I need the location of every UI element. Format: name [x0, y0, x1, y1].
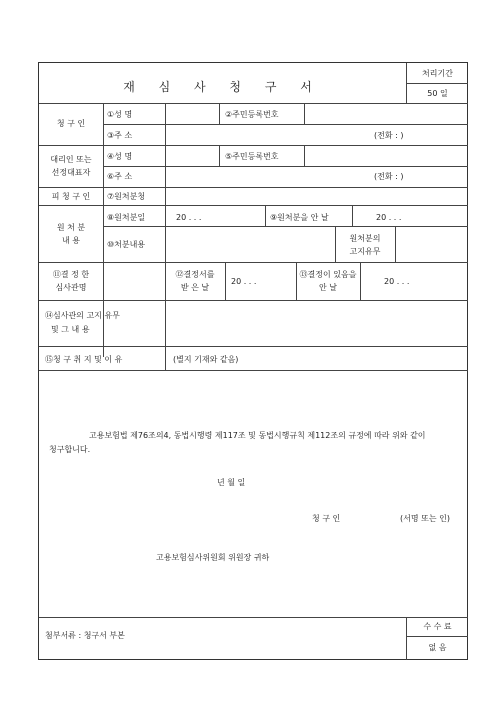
claimant-name-field[interactable]: [166, 104, 218, 124]
decision-divider-3: [360, 262, 361, 300]
examiner-notice-field[interactable]: [166, 301, 468, 346]
original-known-divider-2: [352, 205, 353, 226]
original-date-label: ⑧원처분일: [107, 213, 146, 222]
claimant-address-label: ③주 소: [107, 131, 133, 140]
decision-known-label-line2: 안 날: [319, 283, 337, 292]
claimant-rrn-field[interactable]: [305, 104, 468, 124]
purpose-label: ⑮청 구 취 지 및 이 유: [45, 355, 123, 364]
header-period-divider: [406, 83, 468, 84]
agent-rrn-divider-1: [219, 145, 220, 166]
original-label-line2: 내 용: [62, 236, 80, 245]
original-notice-line2: 고지유무: [349, 247, 381, 256]
original-label-line1: 원 처 분: [56, 223, 86, 232]
attachments-label: 첨부서류 : 청구서 부본: [45, 631, 125, 640]
fee-value: 없 음: [428, 643, 447, 652]
examiner-notice-label-line2: 및 그 내 용: [51, 325, 90, 334]
agent-address-field[interactable]: [166, 167, 468, 187]
processing-period-value: 50 일: [427, 89, 448, 98]
original-date-value[interactable]: 20 . . .: [176, 213, 202, 222]
footer-top-line: [39, 617, 468, 618]
original-known-value[interactable]: 20 . . .: [376, 213, 402, 222]
decision-divider-1: [225, 262, 226, 300]
decision-examiner-label-line1: ⑪결 정 한: [52, 270, 90, 279]
examiner-notice-label-line1: ⑭심사관의 고지 유무: [45, 311, 120, 320]
purpose-value: (별지 기재와 같음): [173, 355, 239, 364]
decision-known-value[interactable]: 20 . . .: [384, 277, 410, 286]
reexamination-request-form: [38, 62, 468, 660]
agent-label-line1: 대리인 또는: [50, 155, 92, 164]
decision-examiner-label-line2: 심사관명: [55, 283, 87, 292]
decision-received-value[interactable]: 20 . . .: [231, 277, 257, 286]
decision-known-label-line1: ⑬결정이 있음을: [299, 270, 357, 279]
statement-line1: 고용보험법 제76조의4, 동법시행령 제117조 및 동법시행규칙 제112조의 규정에 따라 위와 같이: [89, 431, 426, 440]
notice-bottom-line: [39, 346, 468, 347]
agent-label-line2: 선정대표자: [51, 168, 91, 177]
recipient-line: 고용보험심사위원회 위원장 귀하: [156, 553, 270, 562]
original-known-divider: [265, 205, 266, 226]
signature-note[interactable]: (서명 또는 인): [400, 514, 450, 523]
claimant-rrn-label: ②주민등록번호: [225, 110, 279, 119]
statement-line2: 청구합니다.: [49, 445, 91, 454]
decision-divider-2: [296, 262, 297, 300]
agent-phone: (전화 : ): [374, 172, 404, 181]
agent-rrn-field[interactable]: [305, 146, 468, 166]
agent-name-label: ④성 명: [107, 152, 133, 161]
original-known-label: ⑨원처분을 안 날: [270, 213, 329, 222]
decision-examiner-field[interactable]: [104, 263, 164, 299]
fee-label: 수 수 료: [423, 622, 452, 631]
respondent-label: 피 청 구 인: [51, 192, 91, 201]
claimant-phone: (전화 : ): [374, 131, 404, 140]
claimant-rrn-divider-1: [219, 103, 220, 124]
signer-label: 청 구 인: [312, 514, 341, 523]
purpose-bottom-line: [39, 370, 468, 371]
original-disposition-agency-field[interactable]: [166, 188, 468, 205]
form-title: 재 심 사 청 구 서: [123, 80, 322, 94]
agent-rrn-label: ⑤주민등록번호: [225, 152, 279, 161]
claimant-label: 청 구 인: [56, 119, 86, 128]
agent-address-label: ⑥주 소: [107, 172, 133, 181]
original-content-label: ⑩처분내용: [107, 240, 146, 249]
date-line[interactable]: 년 월 일: [217, 478, 246, 487]
original-notice-line1: 원처분의: [349, 234, 381, 243]
processing-period-label: 처리기간: [422, 69, 453, 78]
agent-name-field[interactable]: [166, 146, 218, 166]
decision-received-label-line2: 받 은 날: [180, 283, 210, 292]
claimant-name-label: ①성 명: [107, 110, 133, 119]
footer-fee-row-line: [406, 636, 468, 637]
claimant-address-field[interactable]: [166, 125, 468, 145]
original-notice-field[interactable]: [396, 227, 468, 262]
respondent-bottom-line: [39, 205, 468, 206]
purpose-divider: [165, 346, 166, 370]
respondent-field-label: ⑦원처분청: [107, 192, 146, 201]
decision-received-label-line1: ⑫결정서를: [175, 270, 215, 279]
original-content-field[interactable]: [166, 227, 334, 262]
